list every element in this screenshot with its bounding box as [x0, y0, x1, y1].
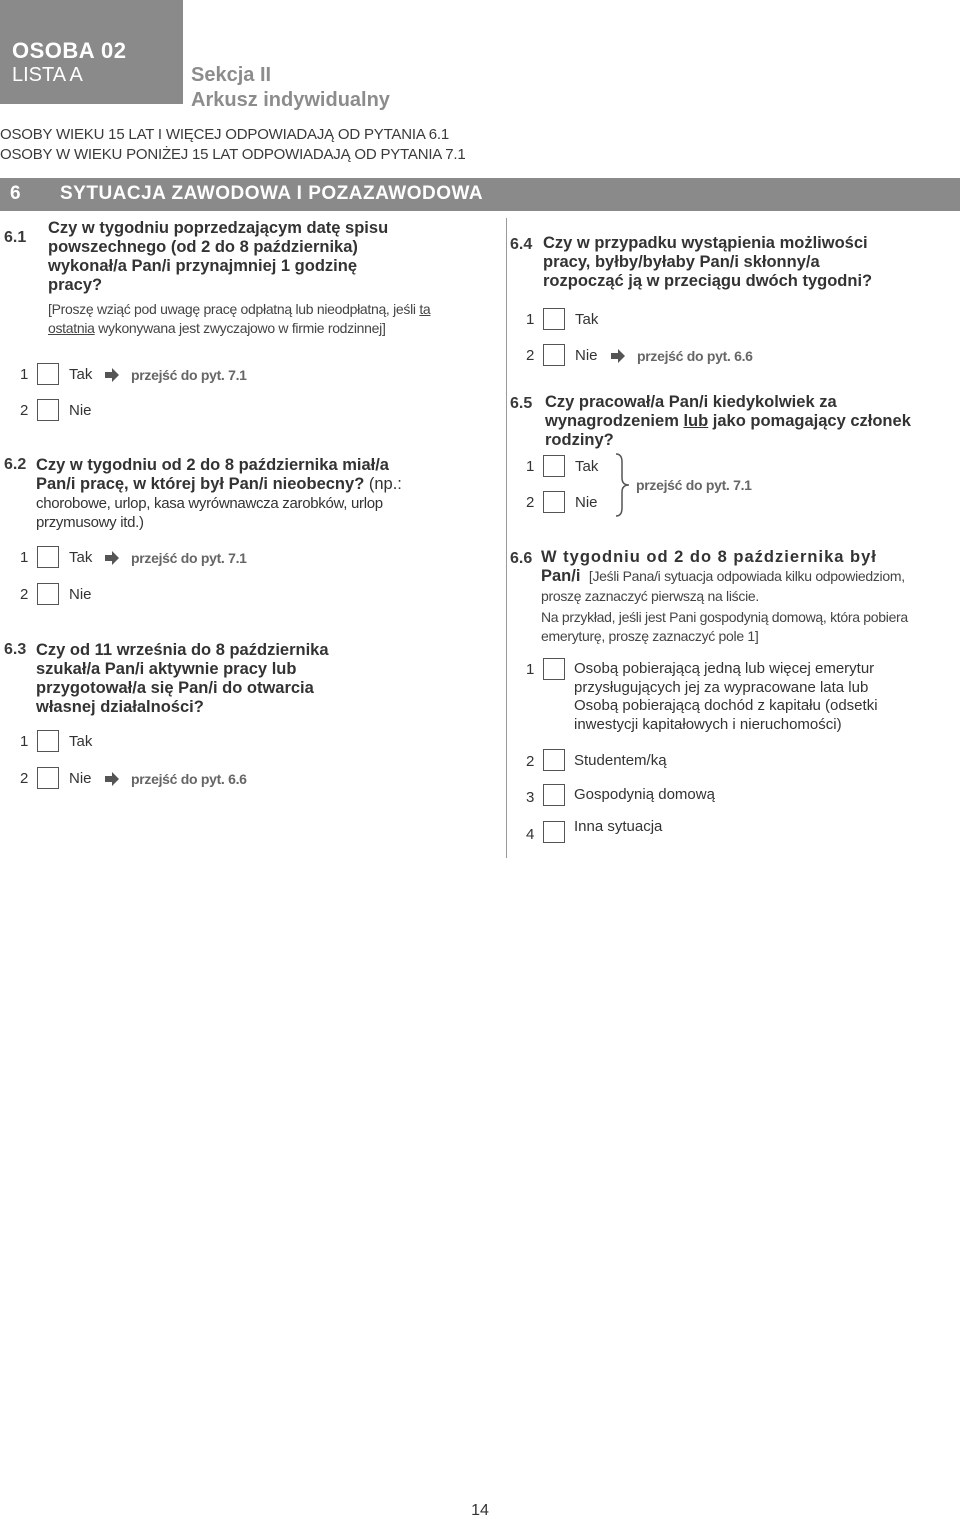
question-text: Czy w przypadku wystąpienia możliwości pracy, byłby/byłaby Pan/i skłonny/a rozpocząć ją w przeciągu dwóch tygodni?: [543, 234, 873, 290]
option-label: Gospodynią domową: [574, 786, 715, 803]
checkbox[interactable]: [543, 749, 565, 771]
question-number: 6.4: [510, 236, 533, 253]
sheet-name: Arkusz indywidualny: [191, 89, 390, 111]
option-code: 1: [20, 366, 29, 383]
option-code: 4: [526, 826, 535, 843]
skip-instruction: przejść do pyt. 7.1: [131, 367, 247, 383]
person-label: OSOBA 02: [12, 38, 127, 63]
section-number: 6: [10, 183, 21, 204]
option-label: Tak: [575, 458, 599, 475]
checkbox[interactable]: [37, 399, 59, 421]
option-label: Osobą pobierającą jedną lub więcej emerytur przysługujących jej za wypracowane lata lub Osobą pobierającą dochód z kapitału (odsetki inwestycji kapitałowych i nieruchomości): [574, 660, 878, 733]
question-text: Czy w tygodniu od 2 do 8 października miał/a Pan/i pracę, w której był Pan/i nieobecny? (np.:: [36, 456, 402, 493]
option-label: Nie: [575, 347, 598, 364]
option-code: 2: [526, 494, 535, 511]
option-label: Nie: [69, 586, 92, 603]
checkbox[interactable]: [37, 583, 59, 605]
question-number: 6.3: [4, 641, 27, 658]
option-label: Tak: [69, 733, 93, 750]
question-number: 6.5: [510, 395, 533, 412]
option-code: 1: [526, 311, 535, 328]
question-text: Czy od 11 września do 8 października szukał/a Pan/i aktywnie pracy lub przygotował/a się Pan/i do otwarcia własnej działalności?: [36, 641, 329, 716]
section-title: SYTUACJA ZAWODOWA I POZAZAWODOWA: [60, 183, 484, 204]
arrow-right-icon: [104, 367, 120, 383]
question-text: Czy w tygodniu poprzedzającym datę spisu powszechnego (od 2 do 8 października) wykonał/a Pan/i przynajmniej 1 godzinę pracy?: [48, 219, 389, 294]
question-number: 6.1: [4, 229, 27, 246]
option-label: Studentem/ką: [574, 752, 667, 769]
option-code: 2: [20, 770, 29, 787]
checkbox[interactable]: [543, 784, 565, 806]
instruction-line: OSOBY W WIEKU PONIŻEJ 15 LAT ODPOWIADAJĄ OD PYTANIA 7.1: [0, 146, 466, 163]
option-label: Nie: [575, 494, 598, 511]
arrow-right-icon: [104, 550, 120, 566]
checkbox[interactable]: [37, 767, 59, 789]
option-label: Tak: [69, 549, 93, 566]
option-code: 1: [20, 733, 29, 750]
section-bar: [0, 178, 960, 211]
option-code: 1: [526, 458, 535, 475]
option-code: 1: [526, 661, 535, 678]
skip-instruction: przejść do pyt. 6.6: [131, 771, 247, 787]
checkbox[interactable]: [543, 344, 565, 366]
brace-icon: [612, 452, 632, 518]
skip-instruction: przejść do pyt. 7.1: [636, 477, 752, 493]
option-label: Nie: [69, 402, 92, 419]
option-code: 3: [526, 789, 535, 806]
page-number: 14: [471, 1502, 489, 1519]
option-label: Nie: [69, 770, 92, 787]
option-code: 2: [526, 347, 535, 364]
option-label: Tak: [69, 366, 93, 383]
question-number: 6.2: [4, 456, 27, 473]
checkbox[interactable]: [37, 363, 59, 385]
section-name: Sekcja II: [191, 64, 272, 86]
list-label: LISTA A: [12, 64, 83, 86]
checkbox[interactable]: [543, 308, 565, 330]
skip-instruction: przejść do pyt. 6.6: [637, 348, 753, 364]
arrow-right-icon: [610, 348, 626, 364]
option-code: 2: [20, 402, 29, 419]
checkbox[interactable]: [543, 455, 565, 477]
option-code: 1: [20, 549, 29, 566]
person-header-box: [0, 0, 183, 104]
skip-instruction: przejść do pyt. 7.1: [131, 550, 247, 566]
arrow-right-icon: [104, 771, 120, 787]
section-heading: [191, 63, 390, 113]
instruction-line: OSOBY WIEKU 15 LAT I WIĘCEJ ODPOWIADAJĄ OD PYTANIA 6.1: [0, 126, 450, 143]
question-text: Czy pracował/a Pan/i kiedykolwiek za wynagrodzeniem lub jako pomagający członek rodziny?: [545, 393, 911, 449]
checkbox[interactable]: [37, 730, 59, 752]
column-divider: [506, 218, 507, 858]
question-text: W tygodniu od 2 do 8 października był Pan/i [Jeśli Pana/i sytuacja odpowiada kilku odpowiedziom, proszę zaznaczyć pierwszą na liście. Na przykład, jeśli jest Pani gospodynią domową, która pobiera emeryturę, proszę zaznaczyć pole 1]: [541, 548, 908, 644]
option-code: 2: [20, 586, 29, 603]
question-number: 6.6: [510, 550, 533, 567]
question-note: chorobowe, urlop, kasa wyrównawcza zarobków, urlop przymusowy itd.): [36, 495, 383, 531]
option-label: Tak: [575, 311, 599, 328]
checkbox[interactable]: [543, 821, 565, 843]
checkbox[interactable]: [543, 491, 565, 513]
checkbox[interactable]: [543, 658, 565, 680]
option-label: Inna sytuacja: [574, 818, 663, 835]
question-note: [Proszę wziąć pod uwagę pracę odpłatną lub nieodpłatną, jeśli ta ostatnia wykonywana jest zwyczajowo w firmie rodzinnej]: [48, 301, 431, 336]
option-code: 2: [526, 753, 535, 770]
checkbox[interactable]: [37, 546, 59, 568]
